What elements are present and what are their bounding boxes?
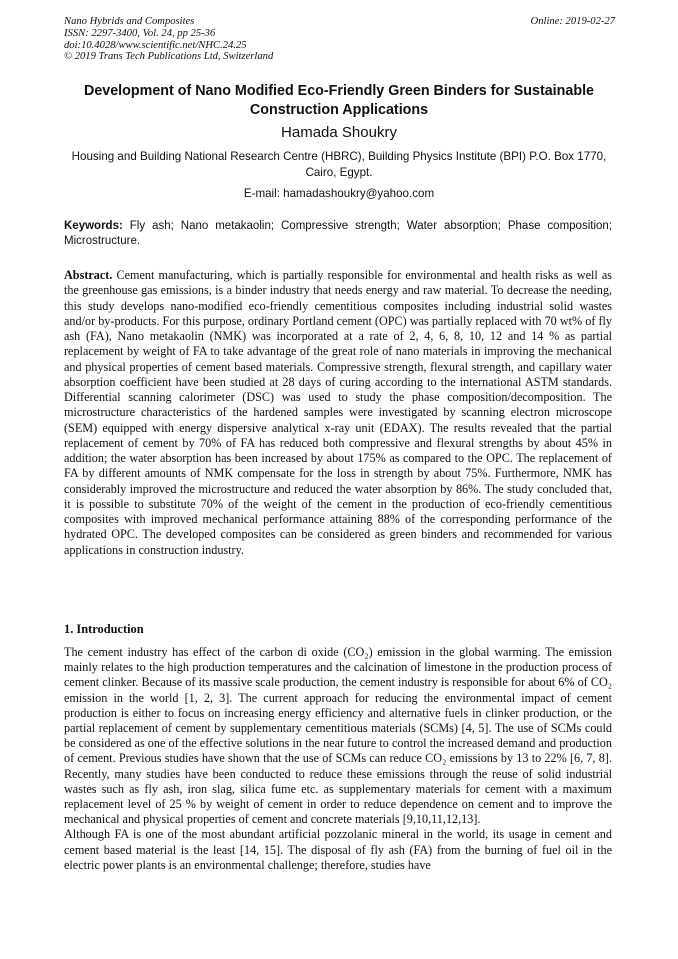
introduction-body (64, 645, 612, 873)
paper-title: Development of Nano Modified Eco-Friendly Green Binders for Sustainable Construction Applications (84, 83, 594, 118)
keywords-label: Keywords: (64, 220, 123, 232)
author-affiliation: Housing and Building National Research Centre (HBRC), Building Physics Institute (BPI) P.O. Box 1770, Cairo, Egypt. (71, 150, 607, 179)
abstract-label: Abstract. (64, 268, 113, 282)
journal-name: Nano Hybrids and Composites (64, 16, 195, 27)
keywords (64, 219, 612, 249)
doi-line: doi:10.4028/www.scientific.net/NHC.24.25 (64, 39, 247, 51)
online-date: Online: 2019-02-27 (530, 16, 615, 27)
issn-line: ISSN: 2297-3400, Vol. 24, pp 25-36 (64, 27, 216, 39)
keywords-text: Fly ash; Nano metakaolin; Compressive strength; Water absorption; Phase composition; Microstructure. (64, 220, 612, 247)
intro-paragraph-1: The cement industry has effect of the carbon di oxide (CO₂) emission in the global warming. The emission mainly relates to the high production temperatures and the calcination of limestone in the production process of cement clinker. Because of its massive scale production, the cement industry is responsible for about 6% of CO₂ emission in the world [1, 2, 3]. The current approach for reducing the environmental impact of cement production is either to focus on increasing energy efficiency and alternative fuels in clinker production, or the partial replacement of cement by supplementary cementitious materials (SCMs) [4, 5]. The use of SCMs could be considered as one of the effective solutions in the near future to control the increased demand and production of cement. Previous studies have shown that the use of SCMs can reduce CO₂ emissions by 13 to 22% [6, 7, 8]. Recently, many studies have been conducted to reduce these emissions through the reuse of solid industrial wastes such as fly ash, iron slag, silica fume etc. as supplementary materials for cement with a maximum replacement level of 25 % by weight of cement in order to reduce dependence on cement and to improve the mechanical and physical properties of cement and concrete materials [9,10,11,12,13]. (64, 645, 612, 827)
section-heading-introduction: 1. Introduction (64, 622, 144, 636)
author-name: Hamada Shoukry (281, 124, 397, 141)
author-email: E-mail: hamadashoukry@yahoo.com (243, 187, 435, 200)
intro-paragraph-2: Although FA is one of the most abundant artificial pozzolanic mineral in the world, its usage in cement and cement based material is the least [14, 15]. The disposal of fly ash (FA) from the burning of fuel oil in the electric power plants is an environmental challenge; therefore, studies have (64, 827, 612, 872)
abstract (64, 268, 612, 558)
journal-header (64, 16, 273, 63)
abstract-text: Cement manufacturing, which is partially responsible for environmental and health risks as well as the greenhouse gas emissions, is a binder industry that needs energy and raw material. To decrease the needing, this study develops nano-modified eco-friendly cementitious composites including industrial solid wastes and/or by-products. For this purpose, ordinary Portland cement (OPC) was partially replaced with 70 wt% of fly ash (FA), Nano metakaolin (NMK) was incorporated at a rate of 2, 4, 6, 8, 10, 12 and 14 % as partial replacement by weight of FA to take advantage of the great role of nano materials in improving the mechanical and physical properties of cement based materials. Compressive strength, flexural strength, and capillary water absorption coefficient have been studied at 28 days of curing according to the international ASTM standards. Differential scanning calorimeter (DSC) was used to study the phase composition/decomposition. The microstructure characteristics of the hardened samples were investigated by scanning electron microscope (SEM) equipped with energy dispersive analytical x-ray unit (EDAX). The results revealed that the partial replacement of cement by 70% of FA has reduced both compressive and flexural strengths by about 45% in addition; the water absorption has been increased by about 175% as compared to the OPC. The replacement of FA by different amounts of NMK compensate for the loss in strength by about 75%. Furthermore, NMK has considerably improved the microstructure and reduced the water absorption by 86%. The study concluded that, it is possible to substitute 70% of the weight of the cement in the production of eco-friendly cementitious composites with improved mechanical performance attaining 88% of the corresponding performance of the hydrated OPC. The developed composites can be considered as green binders and recommended for various applications in construction industry. (64, 268, 612, 557)
copyright-line: © 2019 Trans Tech Publications Ltd, Switzerland (64, 51, 274, 63)
